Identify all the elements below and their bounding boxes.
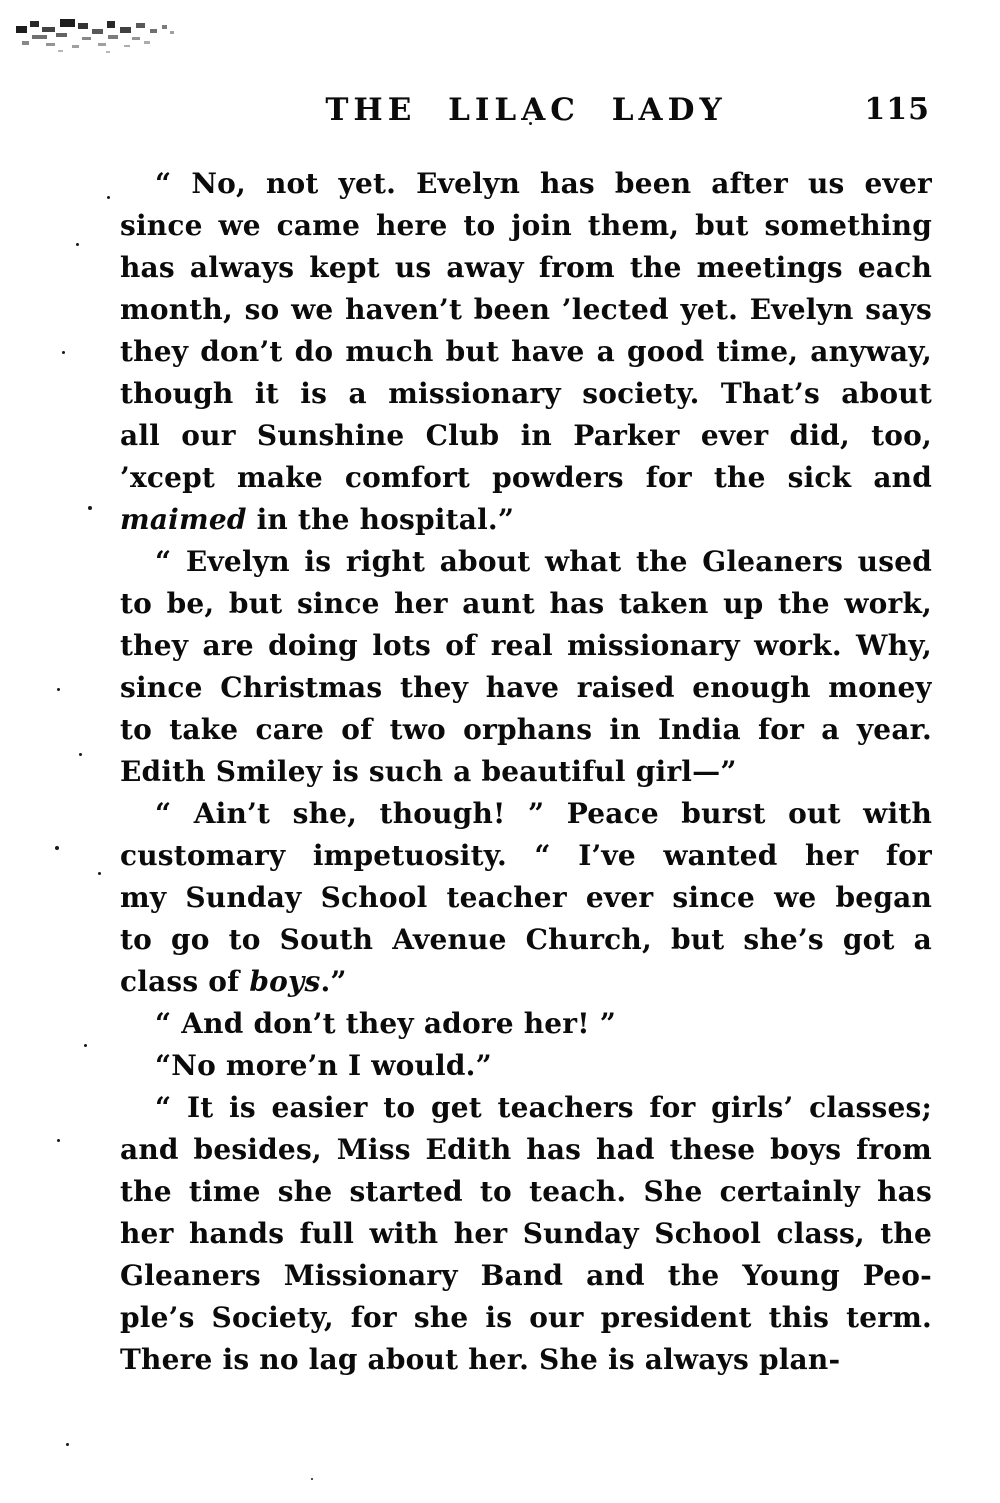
paragraph <box>120 1003 932 1045</box>
scan-speck <box>55 846 59 850</box>
paragraph <box>120 1045 932 1087</box>
text-line: since we came here to join them, but something <box>120 209 932 242</box>
text-line: “ And don’t they adore her! ” <box>155 1007 617 1040</box>
text-line: to be, but since her aunt has taken up the work, <box>120 587 932 620</box>
text-line: maimed in the hospital.” <box>120 503 515 536</box>
text-line: they don’t do much but have a good time, anyway, <box>120 335 932 368</box>
running-head <box>120 92 932 128</box>
scan-speck <box>88 506 92 510</box>
text-line: has always kept us away from the meetings each <box>120 251 932 284</box>
text-line: Gleaners Missionary Band and the Young Peo- <box>120 1259 932 1292</box>
text-line: since Christmas they have raised enough money <box>120 671 932 704</box>
text-line: “ Ain’t she, though! ” Peace burst out with <box>155 797 932 830</box>
ink-smudge-artifact <box>10 10 230 70</box>
scan-speck <box>311 1478 313 1480</box>
text-line: to take care of two orphans in India for a year. <box>120 713 932 746</box>
scan-speck <box>79 753 82 756</box>
scan-speck <box>76 243 79 246</box>
text-line: “No more’n I would.” <box>155 1049 492 1082</box>
page-number: 115 <box>864 92 930 127</box>
text-line: to go to South Avenue Church, but she’s got a <box>120 923 932 956</box>
scan-speck <box>84 1044 87 1047</box>
text-line: “ Evelyn is right about what the Gleaners used <box>155 545 932 578</box>
scan-speck <box>57 1139 60 1142</box>
text-line: my Sunday School teacher ever since we began <box>120 881 932 914</box>
text-line: the time she started to teach. She certainly has <box>120 1175 932 1208</box>
scan-speck <box>98 872 101 875</box>
scan-speck <box>62 351 65 354</box>
text-line: There is no lag about her. She is always plan- <box>120 1343 841 1376</box>
text-line: all our Sunshine Club in Parker ever did, too, <box>120 419 932 452</box>
text-line: class of boys.” <box>120 965 347 998</box>
text-line: Edith Smiley is such a beautiful girl—” <box>120 755 737 788</box>
paragraph <box>120 793 932 1003</box>
text-line: month, so we haven’t been ’lected yet. Evelyn says <box>120 293 932 326</box>
scan-speck <box>66 1443 69 1446</box>
text-line: ’xcept make comfort powders for the sick and <box>120 461 932 494</box>
text-line: though it is a missionary society. That’s about <box>120 377 932 410</box>
paragraph <box>120 1087 932 1381</box>
text-line: “ It is easier to get teachers for girls’ classes; <box>155 1091 932 1124</box>
text-line: ple’s Society, for she is our president this term. <box>120 1301 932 1334</box>
paragraph <box>120 541 932 793</box>
text-line: they are doing lots of real missionary work. Why, <box>120 629 932 662</box>
text-line: her hands full with her Sunday School class, the <box>120 1217 932 1250</box>
text-line: customary impetuosity. “ I’ve wanted her for <box>120 839 932 872</box>
scan-speck <box>107 196 110 199</box>
scan-speck <box>57 688 60 691</box>
page-title: THE LILAC LADY <box>325 92 727 128</box>
text-line: “ No, not yet. Evelyn has been after us ever <box>155 167 932 200</box>
paragraph <box>120 163 932 541</box>
text-line: and besides, Miss Edith has had these boys from <box>120 1133 932 1166</box>
text-block <box>120 163 932 1381</box>
